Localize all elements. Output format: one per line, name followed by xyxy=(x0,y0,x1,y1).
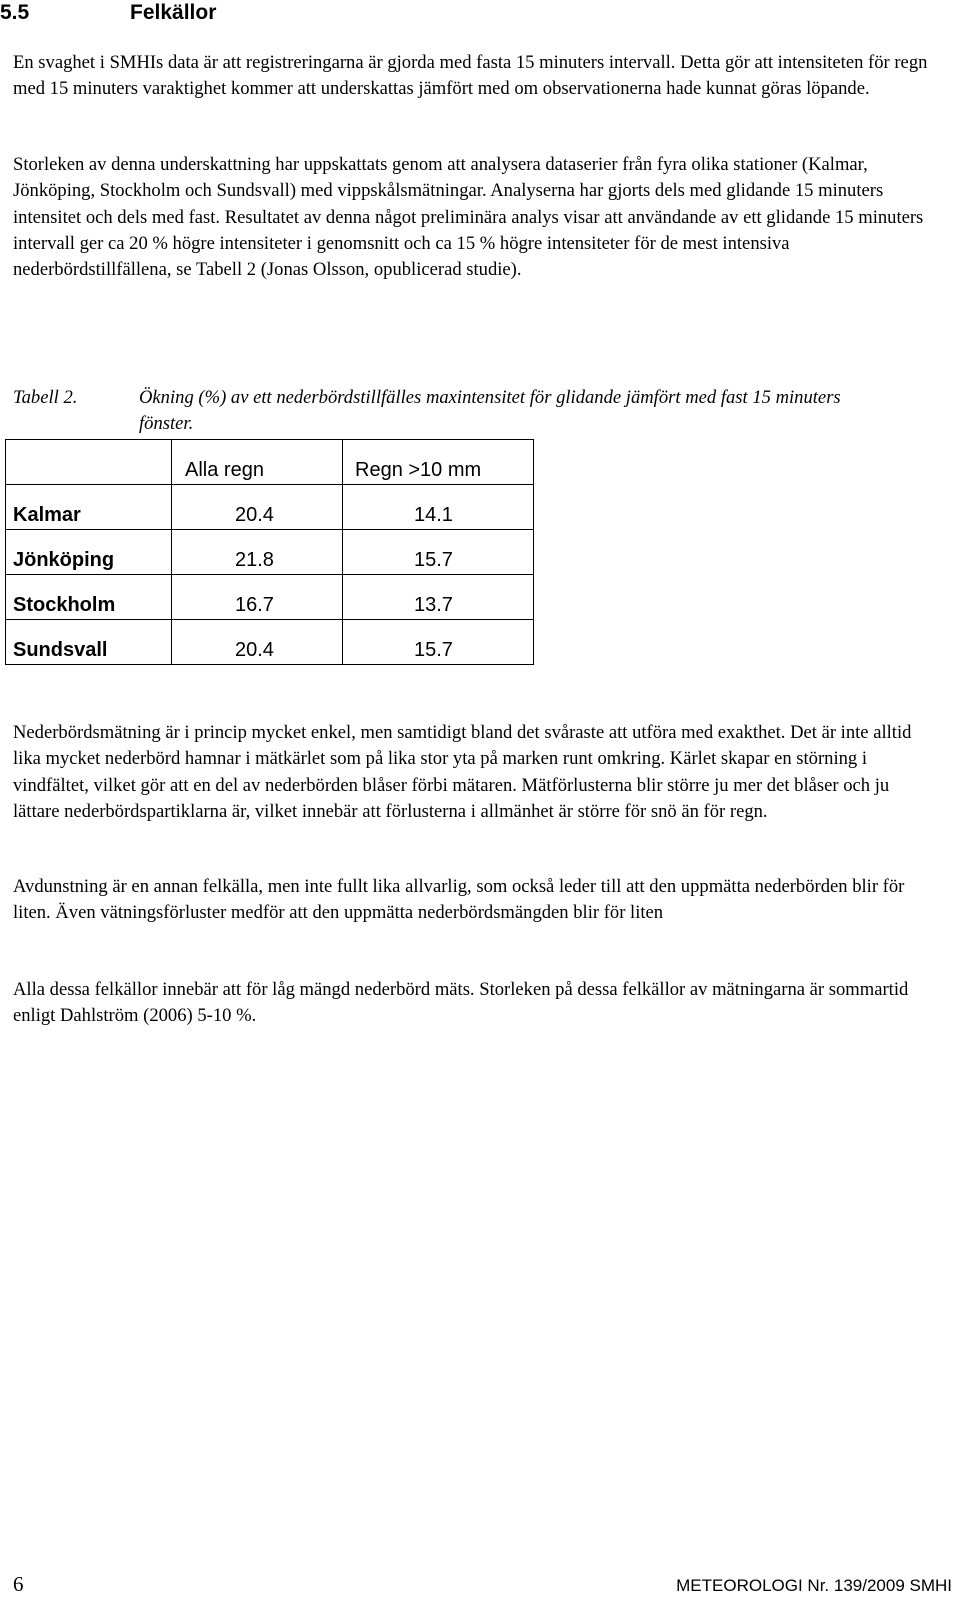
station-cell: Jönköping xyxy=(6,530,172,575)
table-row xyxy=(6,530,534,575)
table-row xyxy=(6,620,534,665)
paragraph-3: Nederbördsmätning är i princip mycket enkel, men samtidigt bland det svåraste att utföra med exakthet. Det är inte alltid lika mycket nederbörd hamnar i mätkärlet som på lika stor yta på marken runt omkring. Kärlet skapar en störning i vindfältet, vilket gör att en del av nederbörden blåser förbi mätaren. Mätförlusterna blir större ju mer det blåser och ju lättare nederbördspartiklarna är, vilket innebär att förlusterna i allmänhet är större för snö än för regn. xyxy=(13,722,912,822)
header-cell-station xyxy=(6,440,172,485)
regn-10mm-cell: 13.7 xyxy=(343,575,534,620)
alla-regn-cell: 20.4 xyxy=(172,485,343,530)
table-caption-label: Tabell 2. xyxy=(13,387,78,408)
regn-10mm-cell: 15.7 xyxy=(343,620,534,665)
data-table xyxy=(5,439,534,665)
regn-10mm-cell: 15.7 xyxy=(343,530,534,575)
table-row xyxy=(6,575,534,620)
page-number: 6 xyxy=(13,1572,24,1596)
table-row xyxy=(6,485,534,530)
table-caption-text: Ökning (%) av ett nederbördstillfälles maxintensitet för glidande jämfört med fast 15 minuters fönster. xyxy=(139,387,841,435)
section-title: Felkällor xyxy=(130,1,217,24)
alla-regn-cell: 21.8 xyxy=(172,530,343,575)
journal-footer: METEOROLOGI Nr. 139/2009 SMHI xyxy=(676,1576,952,1595)
station-cell: Kalmar xyxy=(6,485,172,530)
regn-10mm-cell: 14.1 xyxy=(343,485,534,530)
section-number: 5.5 xyxy=(0,1,30,24)
alla-regn-cell: 16.7 xyxy=(172,575,343,620)
paragraph-1: En svaghet i SMHIs data är att registreringarna är gjorda med fasta 15 minuters intervall. Detta gör att intensiteten för regn med 15 minuters varaktighet kommer att underskattas jämfört med om observationerna hade kunnat göras löpande. xyxy=(13,52,928,100)
section-heading xyxy=(0,0,216,26)
paragraph-2: Storleken av denna underskattning har uppskattats genom att analysera dataserier från fyra olika stationer (Kalmar, Jönköping, Stockholm och Sundsvall) med vippskålsmätningar. Analyserna har gjorts dels med glidande 15 minuters intensitet och dels med fast. Resultatet av denna något preliminära analys visar att användande av ett glidande 15 minuters intervall ger ca 20 % högre intensiteter i genomsnitt och ca 15 % högre intensiteter för de mest intensiva nederbördstillfällena, se Tabell 2 (Jonas Olsson, opublicerad studie). xyxy=(13,154,924,281)
alla-regn-cell: 20.4 xyxy=(172,620,343,665)
header-cell-regn-10mm: Regn >10 mm xyxy=(343,440,534,485)
paragraph-5: Alla dessa felkällor innebär att för låg mängd nederbörd mäts. Storleken på dessa felkällor av mätningarna är sommartid enligt Dahlström (2006) 5-10 %. xyxy=(13,979,909,1027)
station-cell: Stockholm xyxy=(6,575,172,620)
table-header-row xyxy=(6,440,534,485)
paragraph-4: Avdunstning är en annan felkälla, men inte fullt lika allvarlig, som också leder till att den uppmätta nederbörden blir för liten. Även vätningsförluster medför att den uppmätta nederbördsmängden blir för liten xyxy=(13,876,905,924)
station-cell: Sundsvall xyxy=(6,620,172,665)
header-cell-alla-regn: Alla regn xyxy=(172,440,343,485)
